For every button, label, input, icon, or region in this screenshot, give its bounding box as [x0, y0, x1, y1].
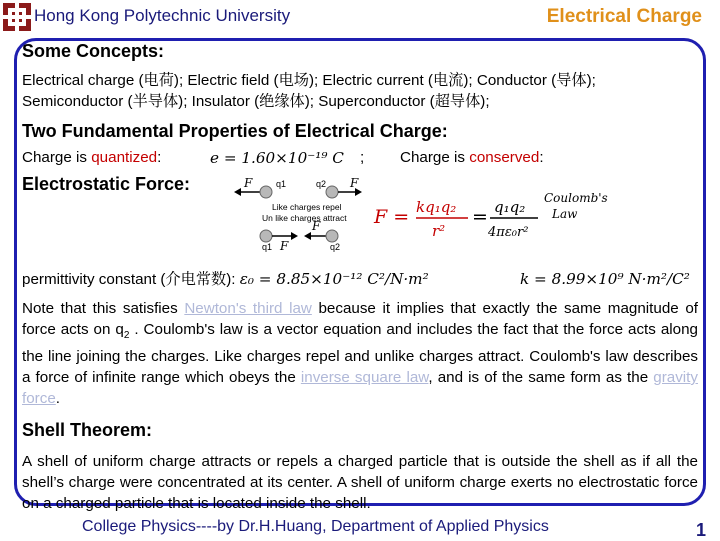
charge-q2: [326, 230, 338, 242]
like-charges-caption: Like charges repel: [272, 202, 342, 212]
force-label: F: [244, 176, 253, 190]
concepts-text: Electrical charge (电荷); Electric field (电场); Electric current (电流); Conductor (导体); Semiconductor (半导体); Insulator (绝缘体); Superconductor (超导体);: [22, 72, 596, 110]
k-equation: k = 8.99×10⁹ N·m²/C²: [520, 270, 690, 288]
coulomb-law-label: Coulomb's: [544, 191, 608, 205]
law-label: Law: [552, 207, 578, 221]
force-label: F: [350, 176, 359, 190]
charge-q1: [260, 230, 272, 242]
formula-numerator-2: q₁q₂: [494, 198, 526, 216]
university-logo: [2, 2, 32, 32]
formula-equals: =: [472, 206, 488, 228]
arrow-head: [291, 232, 298, 240]
charge-label: q1: [276, 179, 287, 189]
university-name: Hong Kong Polytechnic University: [34, 6, 291, 25]
slide-topic: Electrical Charge: [546, 6, 702, 27]
unlike-charges-caption: Un like charges attract: [262, 213, 347, 223]
epsilon-equation: ε₀ = 8.85×10⁻¹² C²/N·m²: [239, 270, 429, 288]
concepts-heading: Some Concepts:: [22, 41, 165, 61]
formula-numerator: kq₁q₂: [416, 198, 457, 216]
footer-credit: College Physics----by Dr.H.Huang, Department of Applied Physics: [82, 518, 549, 535]
quantized-word: quantized: [91, 149, 158, 166]
properties-row: Charge is quantized: e = 1.60×10⁻¹⁹ C ; Charge is conserved:: [22, 149, 544, 167]
page-number: 1: [695, 520, 706, 540]
force-label: F: [312, 219, 321, 233]
newton-third-law-link[interactable]: Newton's third law: [184, 300, 312, 317]
charge-q1: [260, 186, 272, 198]
formula-denominator-2: 4πε₀r²: [488, 225, 529, 240]
lower-content: [22, 268, 698, 514]
properties-heading: Two Fundamental Properties of Electrical Charge:: [22, 121, 448, 141]
coulomb-diagram: [232, 176, 608, 253]
conserved-word: conserved: [469, 149, 540, 166]
formula-lhs: F =: [374, 206, 410, 228]
shell-text: A shell of uniform charge attracts or repels a charged particle that is outside the shell as if all the shell’s charge were concentrated at its center. A shell of uniform charge exerts no electrostatic force on a charged particle that is located inside the shell.: [22, 453, 698, 513]
permittivity-label: permittivity constant (介电常数):: [22, 271, 240, 288]
charge-q2: [326, 186, 338, 198]
gravity-force-link[interactable]: gravity force: [22, 369, 698, 408]
arrow-head: [304, 232, 311, 240]
elementary-charge-equation: e = 1.60×10⁻¹⁹ C: [210, 149, 344, 167]
charge-label: q2: [316, 179, 327, 189]
constants-row: [22, 268, 698, 292]
arrow-head: [234, 188, 241, 196]
charge-label: q1: [262, 242, 273, 252]
force-label: F: [280, 239, 289, 253]
charge-label: q2: [330, 242, 341, 252]
shell-heading: Shell Theorem:: [22, 420, 153, 441]
slide-content: [22, 40, 692, 195]
formula-denominator: r²: [432, 222, 446, 240]
note-paragraph: Note that this satisfies Newton's third law because it implies that exactly the same magnitude of force acts on $q_2$ . Coulomb's law is a vector equation and includes the fact that the force acts along the line joining the charges. Like charges repel and unlike charges attract. Coulomb's law describes a force of infinite range which obeys the inverse square law, and is of the same form as the gravity force.: [22, 300, 698, 408]
inverse-square-law-link[interactable]: inverse square law: [300, 369, 429, 387]
force-heading: Electrostatic Force:: [22, 174, 191, 194]
